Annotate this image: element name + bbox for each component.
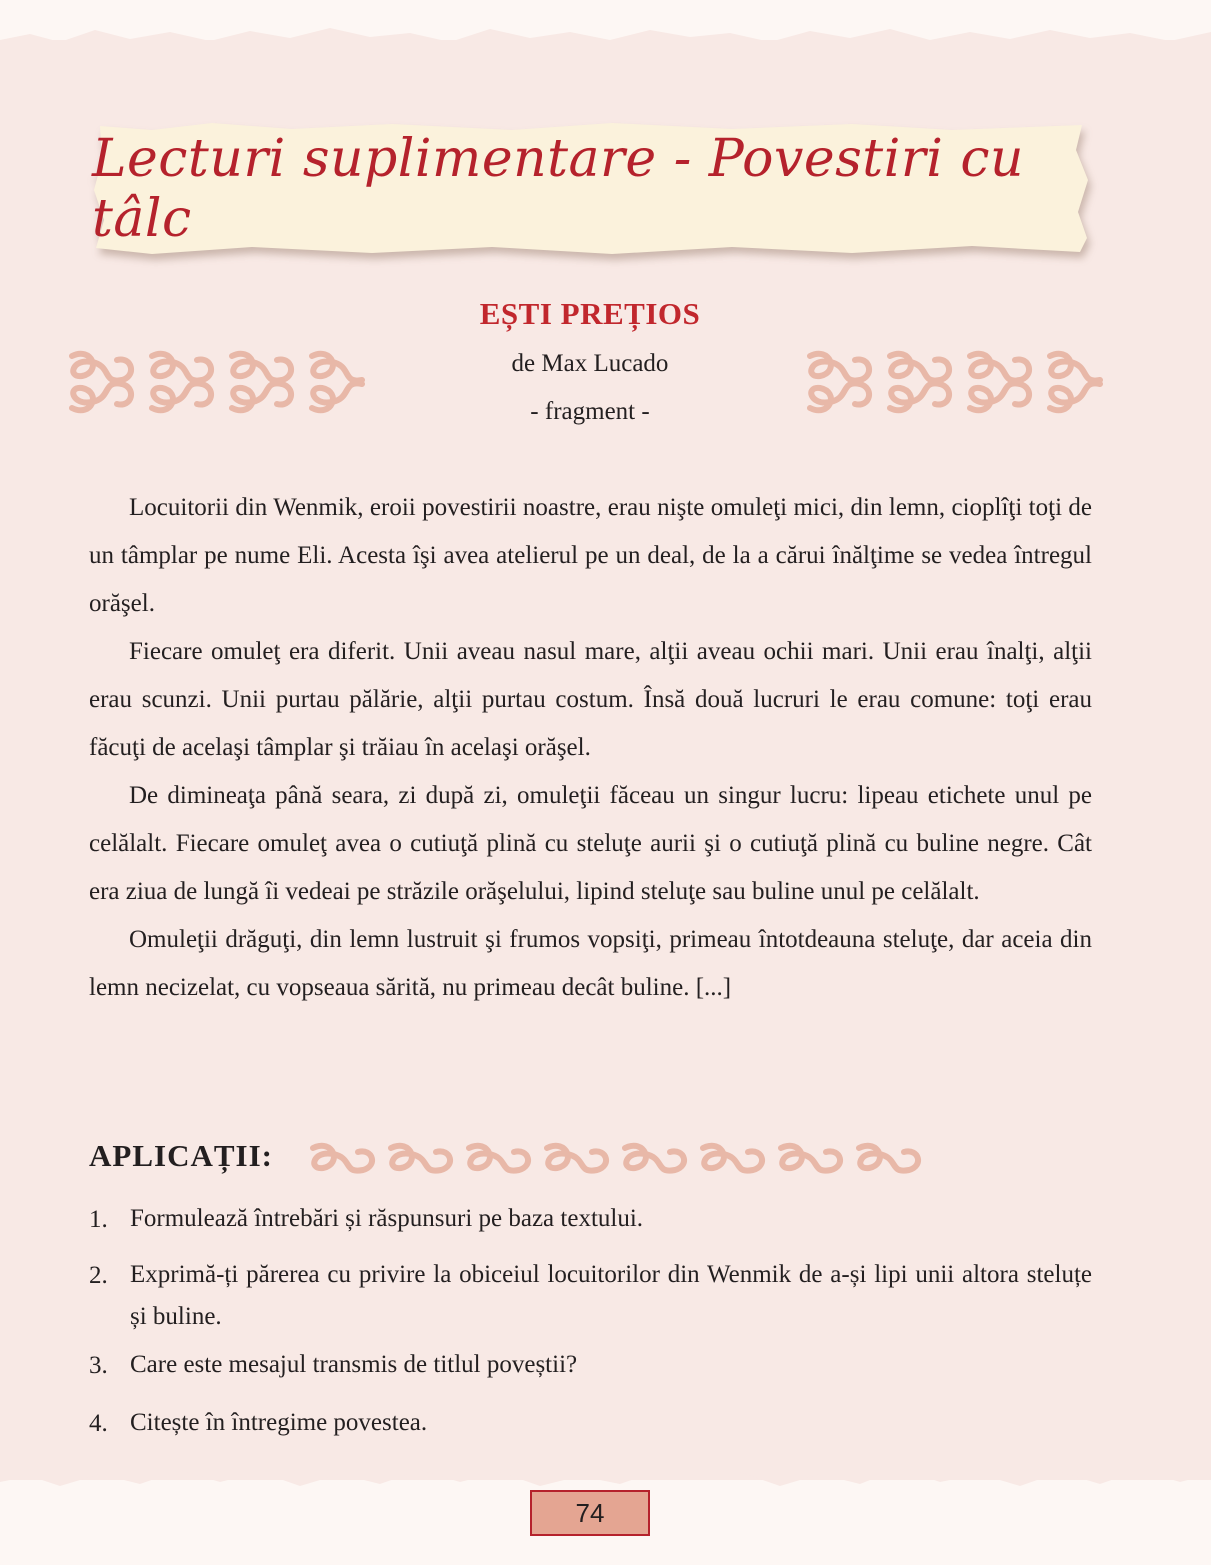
item-number: 3. bbox=[89, 1352, 108, 1379]
ornament-right-icon bbox=[800, 344, 1112, 420]
story-text bbox=[89, 484, 1092, 1012]
page-number: 74 bbox=[530, 1490, 650, 1536]
item-number: 1. bbox=[89, 1206, 108, 1233]
item-number: 4. bbox=[89, 1410, 108, 1437]
title-banner bbox=[92, 120, 1092, 258]
torn-edge-top bbox=[0, 22, 1211, 62]
item-number: 2. bbox=[89, 1262, 108, 1289]
item-text: Citește în întregime povestea. bbox=[130, 1409, 428, 1436]
fragment-note: - fragment - bbox=[530, 398, 650, 425]
list-item bbox=[89, 1410, 1092, 1444]
story-paragraph: Fiecare omuleţ era diferit. Unii aveau nasul mare, alţii aveau ochii mari. Unii erau înalţi, alţii erau scunzi. Unii purtau pălărie, alţii purtau costum. Însă două lucruri le erau comune: toţi erau făcuţi de acelaşi tâmplar şi trăiau în acelaşi orăşel. bbox=[89, 638, 1092, 761]
applications-heading: APLICAȚII: bbox=[89, 1138, 273, 1173]
story-paragraph: Locuitorii din Wenmik, eroii povestirii noastre, erau nişte omuleţi mici, din lemn, cioplîţi toţi de un tâmplar pe nume Eli. Acesta îşi avea atelierul pe un deal, de la a cărui înălţime se vedea întregul orăşel. bbox=[89, 494, 1092, 617]
list-item bbox=[89, 1262, 1092, 1338]
story-paragraph: Omuleţii drăguţi, din lemn lustruit şi frumos vopsiţi, primeau întotdeauna steluţe, dar aceia din lemn necizelat, cu vopseaua sărită, nu primeau decât buline. [...] bbox=[89, 926, 1092, 1001]
story-paragraph: De dimineaţa până seara, zi după zi, omuleţii făceau un singur lucru: lipeau etichete unul pe celălalt. Fiecare omuleţ avea o cutiuţă plină cu steluţe aurii şi o cutiuţă plină cu buline negre. Cât era ziua de lungă îi vedeai pe străzile orăşelului, lipind steluţe sau buline unul pe celălalt. bbox=[89, 782, 1092, 905]
section-title: Lecturi suplimentare - Povestiri cu tâlc bbox=[92, 129, 1024, 249]
list-item bbox=[89, 1206, 1092, 1240]
story-author: de Max Lucado bbox=[511, 350, 669, 377]
item-text: Exprimă-ți părerea cu privire la obiceiul locuitorilor din Wenmik de a-și lipi unii altora steluțe și buline. bbox=[130, 1261, 1092, 1330]
ornament-left-icon bbox=[62, 344, 374, 420]
item-text: Care este mesajul transmis de titlul poveștii? bbox=[130, 1351, 578, 1378]
item-text: Formulează întrebări și răspunsuri pe baza textului. bbox=[130, 1205, 644, 1232]
ornament-applications-icon bbox=[305, 1138, 935, 1178]
story-title: EȘTI PREȚIOS bbox=[479, 296, 701, 331]
list-item bbox=[89, 1352, 1092, 1386]
